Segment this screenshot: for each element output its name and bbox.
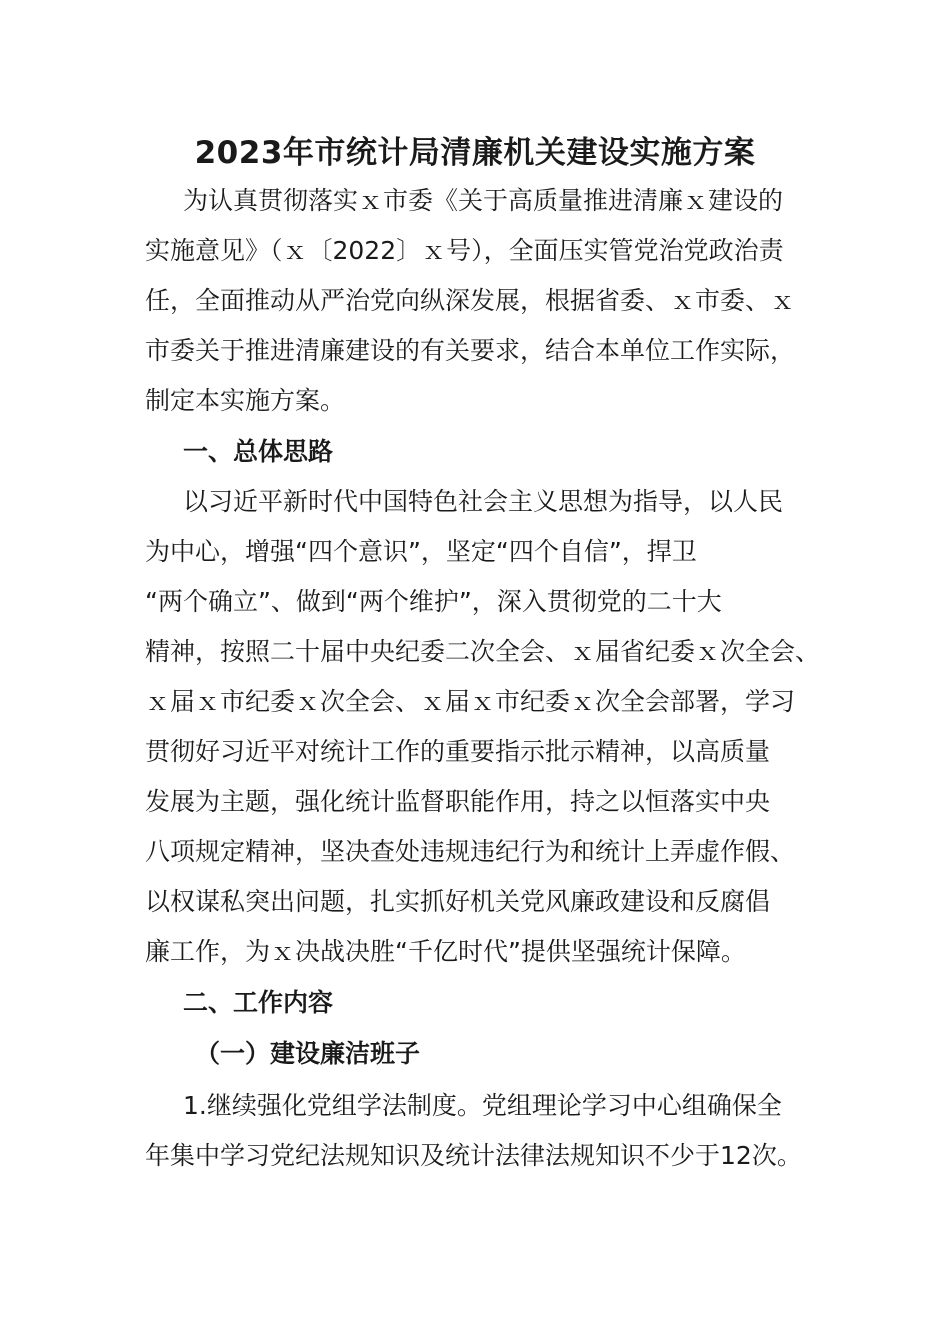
paragraph-line: 以权谋私突出问题，扎实抓好机关党风廉政建设和反腐倡 xyxy=(145,887,771,916)
paragraph-line: ｘ届ｘ市纪委ｘ次全会、ｘ届ｘ市纪委ｘ次全会部署，学习 xyxy=(145,687,796,716)
paragraph-line: 实施意见》（ｘ〔2022〕ｘ号），全面压实管党治党政治责 xyxy=(145,236,784,265)
paragraph-line: 为中心，增强“四个意识”，坚定“四个自信”，捍卫 xyxy=(145,537,697,566)
paragraph-line: “两个确立”、做到“两个维护”，深入贯彻党的二十大 xyxy=(145,587,722,616)
document-title: 2023年市统计局清廉机关建设实施方案 xyxy=(194,135,756,171)
section-heading: 一、总体思路 xyxy=(183,437,334,466)
paragraph-line: 贯彻好习近平对统计工作的重要指示批示精神，以高质量 xyxy=(145,737,771,766)
paragraph-line: 精神，按照二十届中央纪委二次全会、ｘ届省纪委ｘ次全会、 xyxy=(145,637,821,666)
paragraph-line: 八项规定精神，坚决查处违规违纪行为和统计上弄虚作假、 xyxy=(145,837,796,866)
paragraph-line: 任，全面推动从严治党向纵深发展，根据省委、ｘ市委、ｘ xyxy=(145,286,796,315)
paragraph-line: 为认真贯彻落实ｘ市委《关于高质量推进清廉ｘ建设的 xyxy=(183,186,784,215)
paragraph-line: 市委关于推进清廉建设的有关要求，结合本单位工作实际， xyxy=(145,336,796,365)
paragraph-line: 年集中学习党纪法规知识及统计法律法规知识不少于12次。 xyxy=(145,1141,802,1170)
paragraph-line: 发展为主题，强化统计监督职能作用，持之以恒落实中央 xyxy=(145,787,771,816)
section-heading: 二、工作内容 xyxy=(183,988,334,1017)
subsection-heading: （一）建设廉洁班子 xyxy=(195,1039,421,1068)
paragraph-line: 1.继续强化党组学法制度。党组理论学习中心组确保全 xyxy=(183,1091,782,1120)
paragraph-line: 制定本实施方案。 xyxy=(145,386,346,415)
paragraph-line: 以习近平新时代中国特色社会主义思想为指导，以人民 xyxy=(183,487,784,516)
paragraph-line: 廉工作，为ｘ决战决胜“千亿时代”提供坚强统计保障。 xyxy=(145,937,746,966)
